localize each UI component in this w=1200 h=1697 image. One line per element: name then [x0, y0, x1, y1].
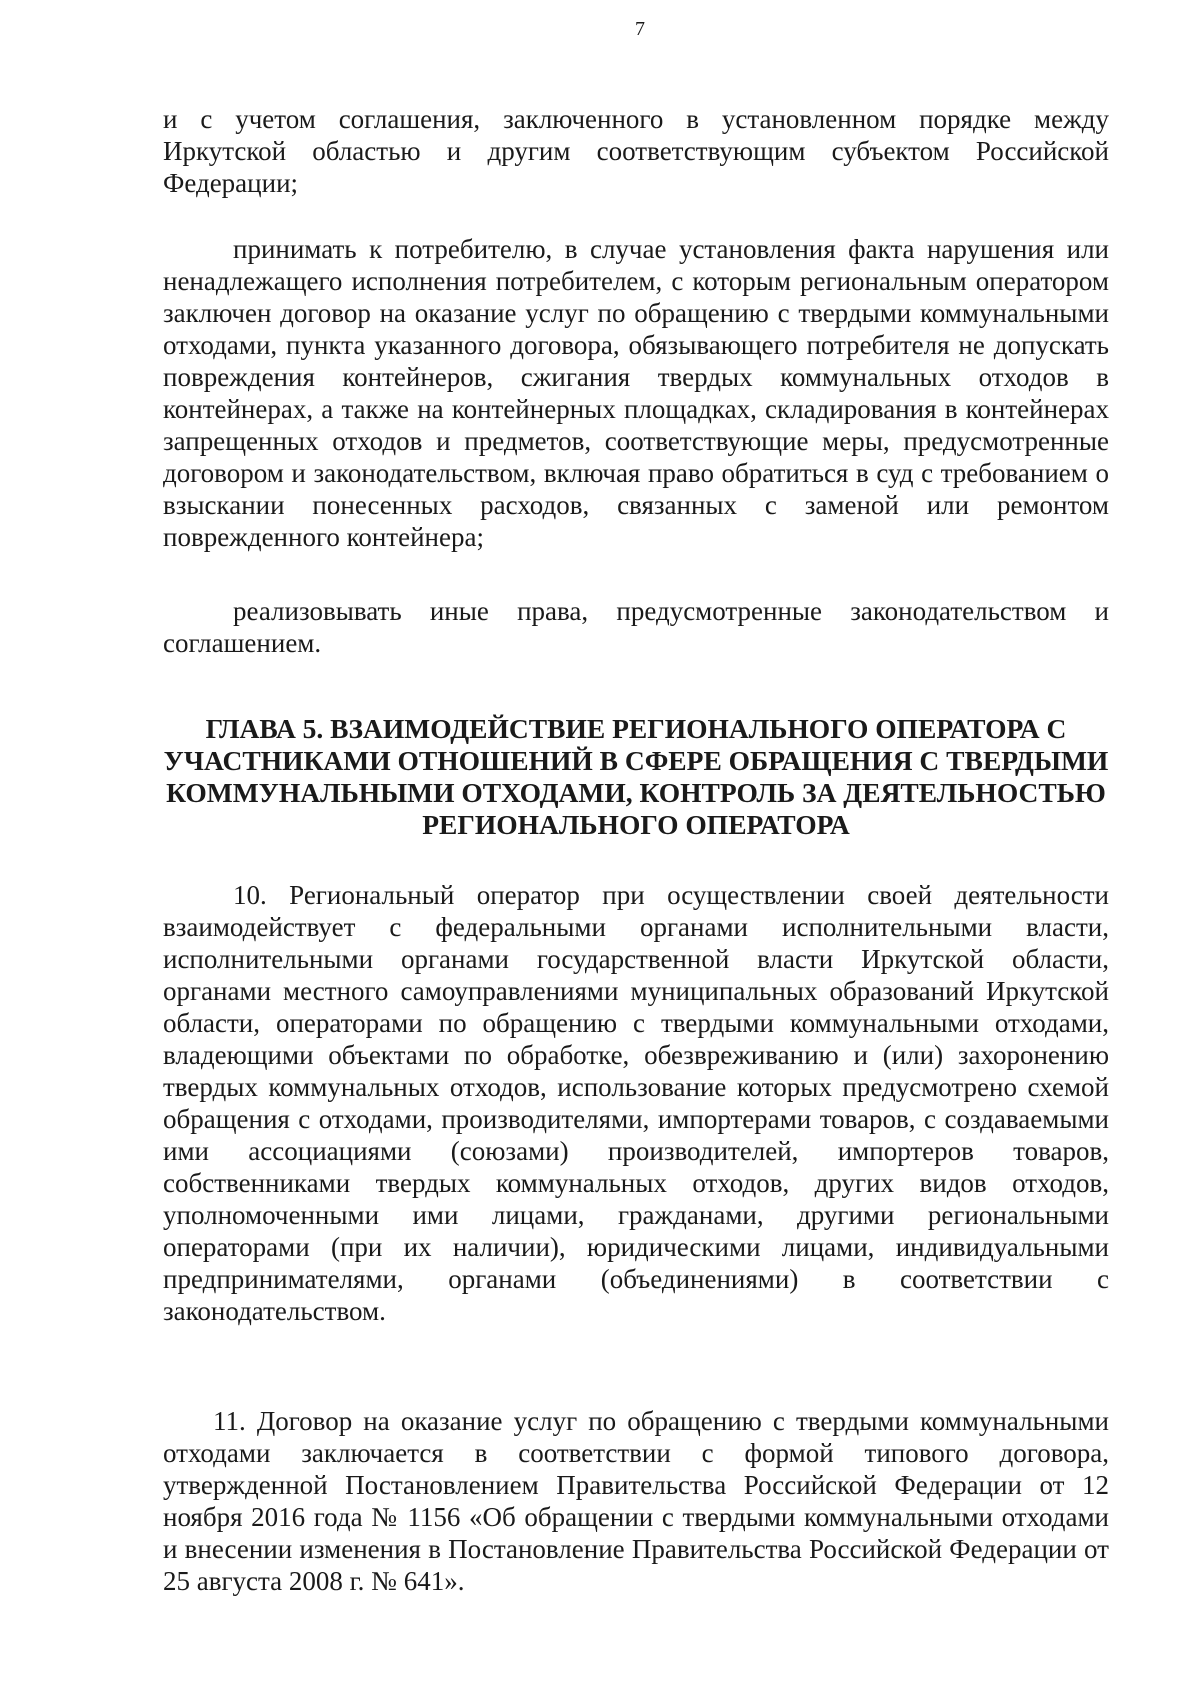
clause-10: 10. Региональный оператор при осуществлении своей деятельности взаимодействует с федеральными органами исполнительными власти, исполнительными органами государственной власти Иркутской области, органами местного самоуправлениями муниципальных образований Иркутской области, операторами по обращению с твердыми коммунальными отходами, владеющими объектами по обработке, обезвреживанию и (или) захоронению твердых коммунальных отходов, использование которых предусмотрено схемой обращения с отходами, производителями, импортерами товаров, с создаваемыми ими ассоциациями (союзами) производителей, импортеров товаров, собственниками твердых коммунальных отходов, других видов отходов, уполномоченными ими лицами, гражданами, другими региональными операторами (при их наличии), юридическими лицами, индивидуальными предпринимателями, органами (объединениями) в соответствии с законодательством.: [163, 880, 1109, 1326]
chapter-title: ГЛАВА 5. ВЗАИМОДЕЙСТВИЕ РЕГИОНАЛЬНОГО ОПЕРАТОРА С УЧАСТНИКАМИ ОТНОШЕНИЙ В СФЕРЕ ОБРАЩЕНИЯ С ТВЕРДЫМИ КОММУНАЛЬНЫМИ ОТХОДАМИ, КОНТРОЛЬ ЗА ДЕЯТЕЛЬНОСТЬЮ РЕГИОНАЛЬНОГО ОПЕРАТОРА: [163, 712, 1109, 840]
clause-11: 11. Договор на оказание услуг по обращению с твердыми коммунальными отходами заключается в соответствии с формой типового договора, утвержденной Постановлением Правительства Российской Федерации от 12 ноября 2016 года № 1156 «Об обращении с твердыми коммунальными отходами и внесении изменения в Постановление Правительства Российской Федерации от 25 августа 2008 г. № 641».: [163, 1406, 1109, 1596]
paragraph-other-rights: реализовывать иные права, предусмотренные законодательством и соглашением.: [163, 596, 1109, 658]
page-number: 7: [635, 18, 645, 40]
paragraph-continuation: и с учетом соглашения, заключенного в установленном порядке между Иркутской областью и другим соответствующим субъектом Российской Федерации;: [163, 104, 1109, 198]
paragraph-consumer-measures: принимать к потребителю, в случае установления факта нарушения или ненадлежащего исполнения потребителем, с которым региональным оператором заключен договор на оказание услуг по обращению с твердыми коммунальными отходами, пункта указанного договора, обязывающего потребителя не допускать повреждения контейнеров, сжигания твердых коммунальных отходов в контейнерах, а также на контейнерных площадках, складирования в контейнерах запрещенных отходов и предметов, соответствующие меры, предусмотренные договором и законодательством, включая право обратиться в суд с требованием о взыскании понесенных расходов, связанных с заменой или ремонтом поврежденного контейнера;: [163, 234, 1109, 552]
